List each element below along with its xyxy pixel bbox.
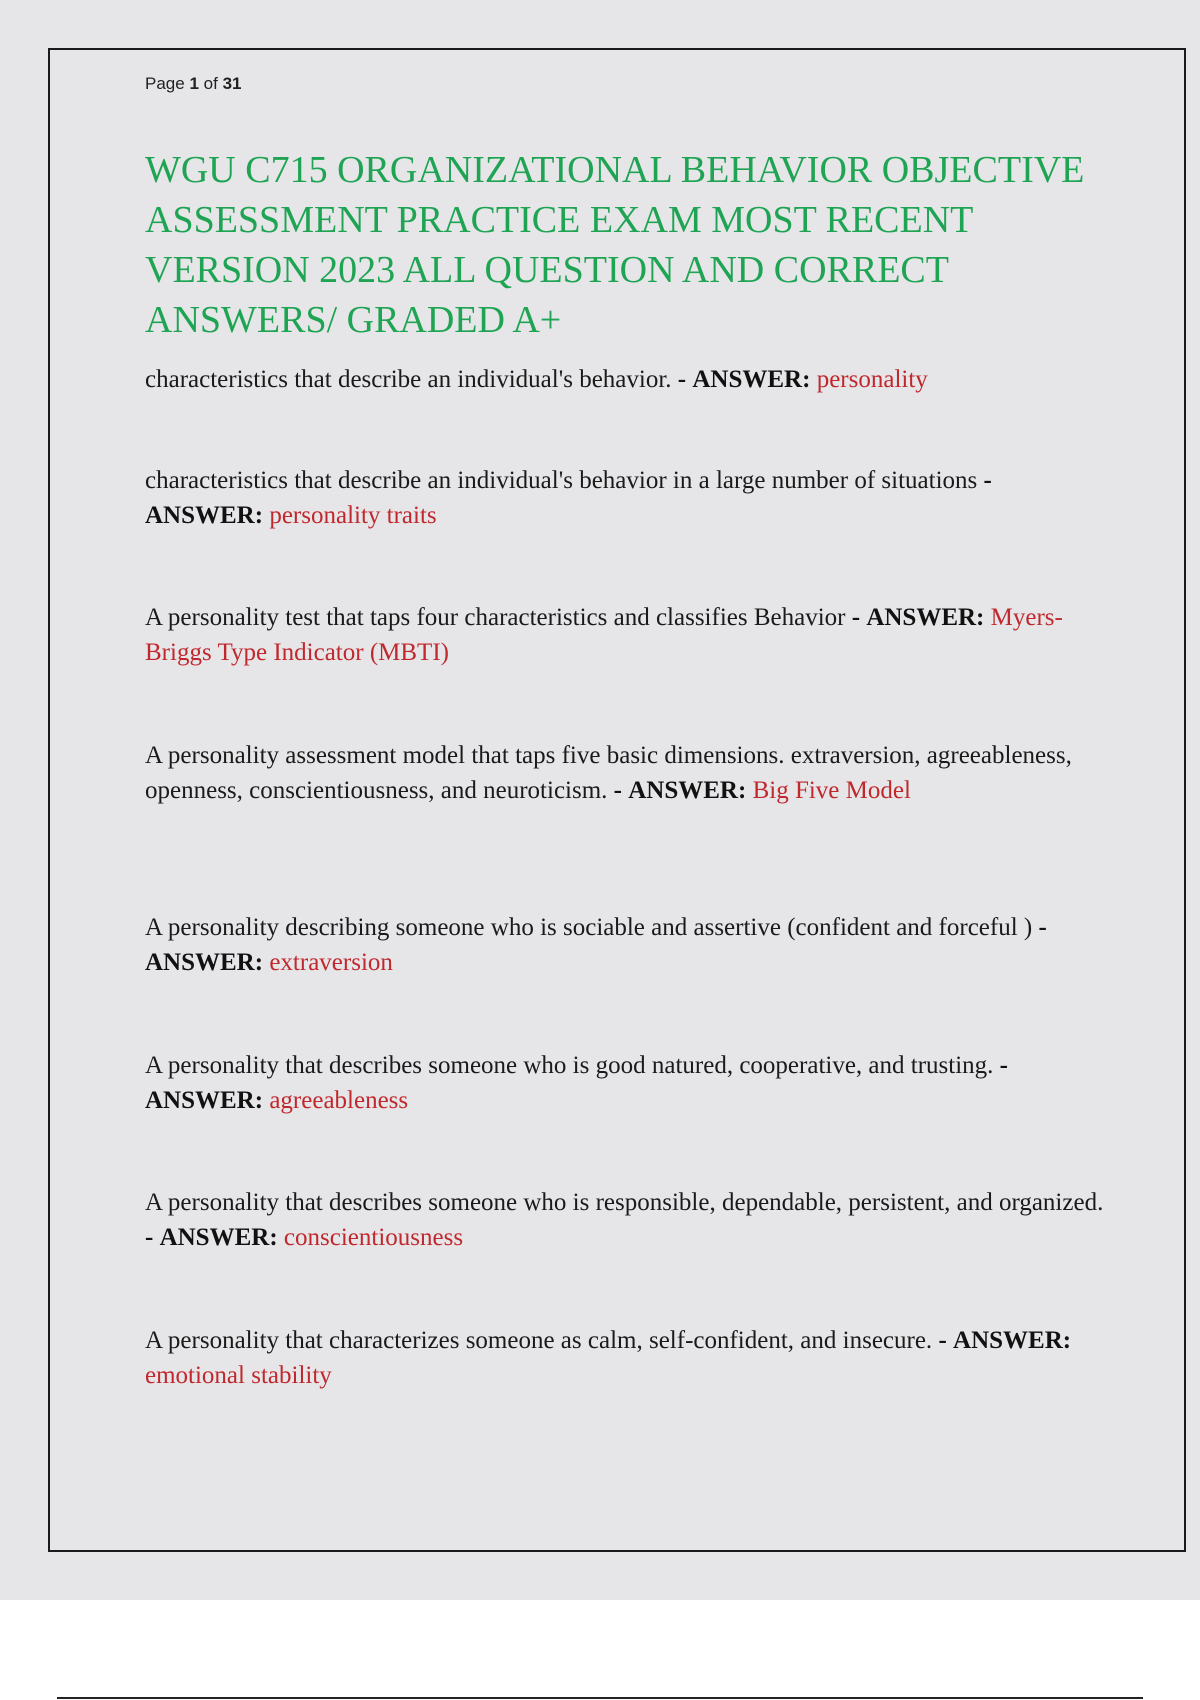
question-text: characteristics that describe an individual's behavior. xyxy=(145,366,672,393)
answer-label: ANSWER: xyxy=(692,366,811,393)
answer-label: ANSWER: xyxy=(159,1224,278,1251)
answer-label: ANSWER: xyxy=(145,949,264,976)
question-text: characteristics that describe an individual's behavior in a large number of situations xyxy=(145,467,978,494)
answer-text: personality traits xyxy=(269,502,437,529)
answer-text: emotional stability xyxy=(145,1362,332,1389)
answer-text: extraversion xyxy=(269,949,393,976)
page-number xyxy=(145,74,241,94)
document-title: WGU C715 ORGANIZATIONAL BEHAVIOR OBJECTIVE ASSESSMENT PRACTICE EXAM MOST RECENT VERSION 2023 ALL QUESTION AND CORRECT ANSWERS/ GRADED A+ xyxy=(145,149,1085,341)
qa-item: A personality describing someone who is sociable and assertive (confident and forceful ) - ANSWER: extraversion xyxy=(145,914,1047,976)
page-number-of: of xyxy=(203,74,218,93)
answer-text: personality xyxy=(816,366,928,393)
page-number-current: 1 xyxy=(189,74,199,93)
question-text: A personality that describes someone who is good natured, cooperative, and trusting. xyxy=(145,1052,994,1079)
answer-label: ANSWER: xyxy=(866,604,985,631)
answer-label: ANSWER: xyxy=(628,777,747,804)
page-number-total: 31 xyxy=(222,74,242,93)
qa-item: A personality assessment model that taps five basic dimensions. extraversion, agreeableness, openness, conscientiousness, and neuroticism. - ANSWER: Big Five Model xyxy=(145,742,1072,804)
qa-item: A personality test that taps four characteristics and classifies Behavior - ANSWER: Myers-Briggs Type Indicator (MBTI) xyxy=(145,604,1063,666)
question-text: A personality describing someone who is sociable and assertive (confident and forceful ) xyxy=(145,914,1033,941)
answer-text: conscientiousness xyxy=(283,1224,464,1251)
qa-item: characteristics that describe an individual's behavior in a large number of situations - ANSWER: personality traits xyxy=(145,467,992,529)
page-number-prefix: Page xyxy=(145,74,185,93)
qa-item: A personality that describes someone who is good natured, cooperative, and trusting. - ANSWER: agreeableness xyxy=(145,1052,1008,1114)
answer-text: Myers-Briggs Type Indicator (MBTI) xyxy=(145,604,1063,666)
answer-label: ANSWER: xyxy=(145,502,264,529)
question-text: A personality that characterizes someone as calm, self-confident, and insecure. xyxy=(145,1327,933,1354)
qa-item: characteristics that describe an individual's behavior. - ANSWER: personality xyxy=(145,366,928,393)
answer-label: ANSWER: xyxy=(145,1087,264,1114)
answer-text: Big Five Model xyxy=(752,777,911,804)
answer-label: ANSWER: xyxy=(953,1327,1072,1354)
question-text: A personality that describes someone who is responsible, dependable, persistent, and organized. xyxy=(145,1189,1104,1216)
question-text: A personality test that taps four characteristics and classifies Behavior xyxy=(145,604,846,631)
qa-item: A personality that characterizes someone as calm, self-confident, and insecure. - ANSWER: emotional stability xyxy=(145,1327,1072,1389)
qa-item: A personality that describes someone who is responsible, dependable, persistent, and organized. - ANSWER: conscientiousness xyxy=(145,1189,1104,1251)
answer-text: agreeableness xyxy=(269,1087,409,1114)
question-text: A personality assessment model that taps five basic dimensions. extraversion, agreeableness, openness, conscientiousness, and neuroticism. xyxy=(145,742,1072,804)
bottom-divider xyxy=(57,1697,1143,1699)
